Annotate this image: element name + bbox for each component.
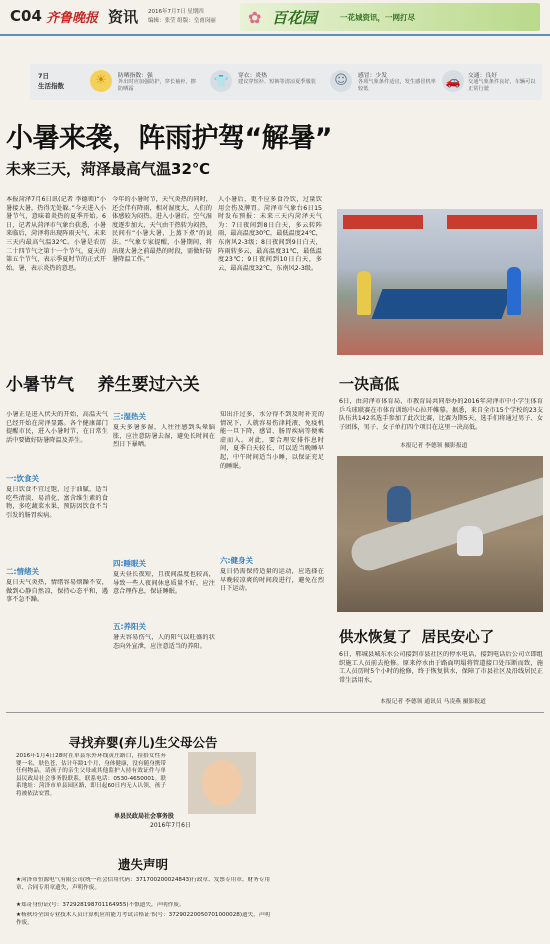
index-text: 各项气象条件适宜，发生感冒机率较低: [358, 79, 436, 92]
paper-name: 齐鲁晚报: [46, 11, 99, 26]
notice1-body: 2016年1月4日28时在单县东外环线黄庄路口，捡拾女性弃婴一名，肤色苍，估计年龄1个月，身体健康，没有随身携带任何物品。请孩子的亲生父母或其他监护人持有效证件与单县民政局社会事务股联系，联系电话：0530-4650001。联系地址：菏泽市单县园区路，即日起60日内无人认领，孩子将被依法安置。: [16, 753, 166, 797]
photo2-credit: 本报记者 李德领 通讯员 马凌燕 摄影报道: [380, 699, 486, 705]
section-title: 四:睡眠关: [113, 559, 146, 568]
pipe-repair-photo: [337, 456, 543, 612]
index-title: 穿衣：炎热: [238, 73, 267, 79]
notice1-date: 2016年7月6日: [150, 822, 191, 829]
notice1-signature: 单县民政局社会事务股: [114, 813, 175, 820]
index-title: 防晒指数：强: [118, 73, 153, 79]
worker: [387, 486, 411, 522]
banner-in-photo: [343, 215, 423, 229]
banner-title: 百花园: [272, 9, 318, 27]
notice1-title: 寻找弃婴(弃儿)生父母公告: [68, 735, 218, 750]
sun-icon: ☀: [90, 70, 112, 92]
photo2-title: 供水恢复了 居民安心了: [339, 630, 495, 646]
date-line: 2016年7月7日 星期四: [148, 9, 204, 15]
photo1-caption: 6日，由菏泽市体育局、市教育局共同举办的2016年菏泽市中小学生体育乒乓球联赛在市体育训练中心拉开帷幕。据悉，来自全市15个学校的23支队伍共142名选手参加了此次比赛，比赛为期5天，选手们将通过男子、女子团体，男子、女子单打四个项目在这里一决高低。: [339, 398, 543, 431]
editor-line: 编辑：张莹 组版：皇甫岗丽: [148, 18, 216, 24]
index-text: 建议穿短衫、短裤等清凉夏季服装: [238, 79, 316, 85]
section-title: 二:情绪关: [6, 567, 39, 576]
player: [357, 271, 371, 315]
table-tennis-photo: [337, 209, 543, 355]
masthead: [0, 0, 550, 36]
section-body-continued: 知出汗过多，水分得不到及时补充的情况下，人就容易伤津耗液，免疫机能一旦下降，感冒、肠胃疾病等便乘虚而入。对此，要合理安排作息时间，夏季白天较长，可以适当晚睡早起，中午时间适当小睡，以保证充足的睡眠。: [220, 411, 324, 470]
life-index-item: [330, 68, 440, 96]
masthead-rule: [0, 34, 550, 36]
worker: [457, 526, 483, 556]
health-intro: 小暑正是进入伏天的开始，高温天气已经开始在菏泽显露。各个健康部门提醒市民，进入小暑时节，在日常生活中要做好防暑降温及养生。: [6, 411, 108, 444]
health-col-1: [6, 473, 108, 673]
banner-slogan: 一花城资讯，一网打尽: [340, 13, 415, 22]
flower-icon: ✿: [248, 8, 262, 27]
index-title: 感冒：少发: [358, 73, 387, 79]
section-divider: [6, 712, 544, 713]
notice2-item: ★郑奇身份证(号：372928198701164955)不慎遗失，声明作废。: [16, 902, 185, 908]
water-pipe: [347, 473, 543, 575]
life-index-label: 7日 生活指数: [38, 72, 64, 90]
notice2-item: ★杨秋玲全国专业技术人员计算机应用能力考试合格证书(号：37290220050701000028)遗失，声明作废。: [16, 912, 270, 926]
life-index-item: [442, 68, 542, 96]
notice-lost-statement: [16, 855, 270, 939]
section-title: 六:健身关: [220, 556, 253, 565]
lead-column-2: 今年的小暑时节，天气炎热的同时，还会伴有降雨，相对湿度大，人们的体感较为闷热。进入小暑后，空气湿度逐步加大，天气由干热转为闷热，民间有“小暑大暑，上蒸下煮”的说法。“气象专家提醒，小暑期间，将出现大暑之前最热的时段，需做好防暑降温工作。”: [112, 196, 212, 264]
banner-in-photo: [447, 215, 537, 229]
photo2-caption: 6日，郓城县城东水公司接到市县社区的停水电话，接到电话后公司立即组织施工人员前去抢修。原来停水由于路面明塌将管道接口处压断而致，施工人员历时5个小时的抢修，终于恢复供水，保障了市县社区及沿线居民正常生活用水。: [339, 651, 543, 684]
health-col-2: [113, 411, 215, 673]
section-title: 一:饮食关: [6, 474, 39, 483]
life-index-item: [210, 68, 320, 96]
section-title: 五:养阳关: [113, 622, 146, 631]
section-body: 夏日仍需保持适量的运动，应选择在早晚较凉爽的时间段进行，避免在烈日下运动。: [220, 568, 324, 593]
banner: [240, 3, 540, 31]
lead-subhead: 未来三天，菏泽最高气温32℃: [6, 160, 211, 178]
shirt-icon: 👕: [210, 70, 232, 92]
section-body: 夏日天气炎热，情绪容易烦躁不安，做到心静自然凉，保持心态平和，遇事不急不躁。: [6, 579, 108, 604]
health-col-3: [220, 411, 324, 673]
player: [507, 267, 521, 315]
car-icon: 🚗: [442, 70, 464, 92]
section-title: 三:湿热关: [113, 412, 146, 421]
notice2-title: 遗失声明: [117, 857, 168, 872]
face-icon: ☺: [330, 70, 352, 92]
page-code: C04: [10, 7, 42, 25]
index-text: 交通气象条件良好，车辆可以正常行驶: [468, 79, 536, 92]
notice2-item: ★菏泽市恒源电气有限公司(统一社会信用代码：371700200024843)行政章、发票专用章、财务专用章、合同专用章遗失，声明作废。: [16, 877, 270, 891]
lead-headline: 小暑来袭，阵雨护驾“解暑”: [6, 123, 332, 154]
section-title: 资讯: [108, 8, 139, 26]
lead-column-3: 人小暑后，更不应多食冷饮，过量饮用会伤及脾胃。菏泽市气象台6日15时发布预报：未来三天内菏泽天气为：7日夜间到8日白天，多云转阵雨，最高温度30℃，最低温度24℃，东南风2-3级；8日夜间到9日白天，阵雨转多云，最高温度31℃，最低温度23℃；9日夜间到10日白天，多云，最高温度32℃，东南风2-3级。: [218, 196, 322, 272]
section-body: 夏日饮食不宜过饱，过于油腻，适当吃些清淡、易消化、富含维生素的食物，多吃蔬菜水果，预防因饮食不当引发的肠胃疾病。: [6, 486, 108, 519]
index-text: 外出时应加强防护，穿长袖衫，擦防晒霜: [118, 79, 196, 92]
baby-face: [202, 760, 242, 806]
life-index-strip: [30, 64, 542, 100]
section-body: 夏天多暑多湿，人往往感到头晕脑胀，应注意防暑去湿，避免长时间在烈日下暴晒。: [113, 424, 215, 449]
section-body: 暑天容易伤气，人的阳气以旺盛的状态向外宣泄，应注意适当的养阳。: [113, 634, 215, 650]
photo1-title: 一决高低: [339, 375, 400, 393]
ping-pong-table: [372, 289, 513, 319]
life-index-item: [90, 68, 200, 96]
index-title: 交通：良好: [468, 73, 497, 79]
section-body: 夏天昼长夜短，且夜间温度也较高，导致一些人夜间休息质量不好，应注意合理作息，保证睡眠。: [113, 571, 215, 596]
lead-column-1: 本报菏泽7月6日讯(记者 李德领)“小暑接大暑，热得无处躲。”今天进入小暑节气，意味着炎热的夏季开始。6日，记者从菏泽市气象台获悉，小暑来临后，菏泽将出现阵雨天气，未来三天内最高气温32℃。小暑是农历二十四节气之第十一个节气，夏天的第五个节气，表示季夏时节的正式开始。暑，表示炎热的意思。: [6, 196, 106, 272]
health-headline: 小暑节气 养生要过六关: [6, 375, 200, 395]
photo1-credit: 本报记者 李德领 摄影报道: [400, 443, 468, 449]
baby-photo: [188, 752, 256, 814]
